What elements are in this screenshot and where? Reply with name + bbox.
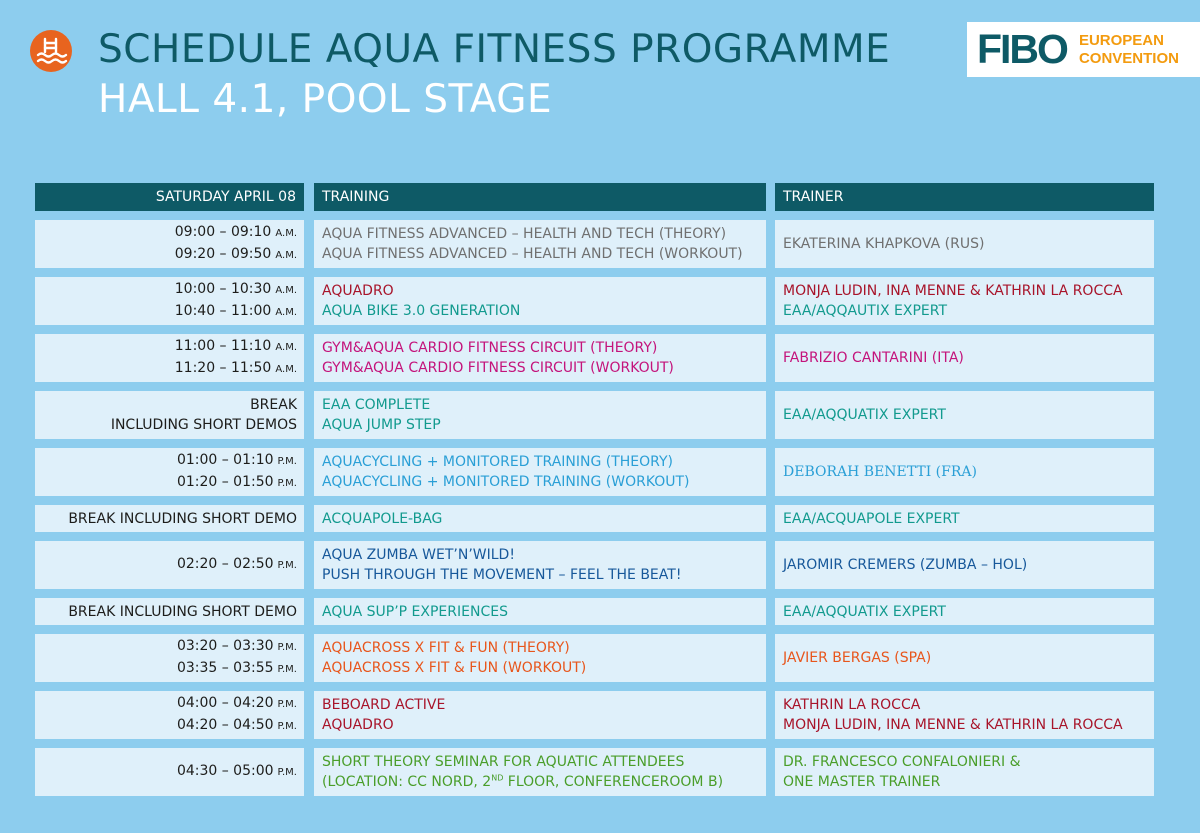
training-text: GYM&AQUA CARDIO FITNESS CIRCUIT (THEORY): [322, 340, 658, 356]
trainer-name: EAA/ACQUAPOLE EXPERT: [783, 510, 960, 527]
am-pm-label: A.M.: [275, 342, 297, 353]
trainer-name: EAA/AQQAUTIX EXPERT: [783, 303, 948, 319]
logo-wordmark: FIBO: [977, 26, 1067, 72]
training-text: AQUADRO: [322, 283, 394, 299]
time-range: BREAK: [250, 397, 297, 413]
time-range: 04:00 – 04:20: [176, 695, 274, 711]
time-range: 09:00 – 09:10: [174, 224, 272, 240]
am-pm-label: P.M.: [277, 478, 297, 489]
trainer-cell: [775, 448, 1154, 496]
training-title: [314, 772, 766, 792]
training-cell: [314, 391, 766, 439]
trainer-name: JAVIER BERGAS (SPA): [783, 650, 932, 666]
time-line: [177, 761, 304, 783]
time-range: 11:20 – 11:50: [174, 360, 272, 376]
time-range: 01:20 – 01:50: [176, 474, 274, 490]
training-title: [314, 301, 766, 321]
training-text-cont: FLOOR, CONFERENCEROOM B): [503, 774, 724, 790]
am-pm-label: A.M.: [275, 364, 297, 375]
trainer-cell: [775, 598, 1154, 625]
trainer-cell: [775, 334, 1154, 382]
time-range: 04:20 – 04:50: [176, 717, 274, 733]
time-line: [177, 658, 304, 680]
training-title: [314, 358, 766, 378]
trainer-name: DR. FRANCESCO CONFALONIERI &: [783, 754, 1021, 770]
training-cell: [314, 448, 766, 496]
am-pm-label: P.M.: [277, 664, 297, 675]
logo-line-1: EUROPEAN: [1078, 31, 1164, 49]
time-line: [111, 415, 304, 435]
training-text: (LOCATION: CC NORD, 2: [322, 774, 492, 790]
training-title: [314, 565, 766, 585]
time-cell: [35, 277, 304, 325]
training-title: [314, 338, 766, 358]
time-range: BREAK INCLUDING SHORT DEMO: [68, 510, 297, 527]
time-range: 03:35 – 03:55: [176, 660, 274, 676]
training-text: AQUACROSS X FIT & FUN (WORKOUT): [322, 660, 587, 676]
time-line: [175, 279, 304, 301]
training-title: [314, 244, 766, 264]
am-pm-label: P.M.: [277, 560, 297, 571]
time-line: [175, 301, 304, 323]
time-line: [177, 715, 304, 737]
column-header-date: [35, 183, 304, 211]
training-text: BEBOARD ACTIVE: [322, 697, 446, 713]
training-text: AQUACROSS X FIT & FUN (THEORY): [322, 640, 570, 656]
training-title: [314, 545, 766, 565]
time-cell: [35, 598, 304, 625]
am-pm-label: P.M.: [277, 642, 297, 653]
training-text: SHORT THEORY SEMINAR FOR AQUATIC ATTENDEES: [322, 754, 685, 770]
time-range: 01:00 – 01:10: [176, 452, 274, 468]
time-line: [68, 602, 304, 622]
time-range: 11:00 – 11:10: [174, 338, 272, 354]
time-cell: [35, 634, 304, 682]
page-subtitle: HALL 4.1, POOL STAGE: [98, 77, 553, 122]
training-text: AQUA FITNESS ADVANCED – HEALTH AND TECH (THEORY): [322, 226, 727, 242]
trainer-cell: [775, 220, 1154, 268]
am-pm-label: A.M.: [275, 228, 297, 239]
column-header-date-label: SATURDAY APRIL 08: [155, 189, 296, 205]
time-line: [175, 336, 304, 358]
time-range: 09:20 – 09:50: [174, 246, 272, 262]
time-cell: [35, 334, 304, 382]
training-text: ACQUAPOLE-BAG: [322, 510, 443, 527]
training-title: [314, 715, 766, 735]
training-title: [314, 472, 766, 492]
time-range: 02:20 – 02:50: [176, 556, 274, 572]
logo-subtext: [1079, 32, 1179, 68]
trainer-cell: [775, 541, 1154, 589]
column-header-trainer-label: TRAINER: [783, 189, 844, 205]
am-pm-label: P.M.: [277, 699, 297, 710]
training-text: AQUACYCLING + MONITORED TRAINING (THEORY): [322, 454, 674, 470]
training-title: [314, 224, 766, 244]
training-text: AQUA BIKE 3.0 GENERATION: [322, 303, 521, 319]
time-line: [177, 554, 304, 576]
column-header-training-label: TRAINING: [322, 189, 390, 205]
am-pm-label: A.M.: [275, 307, 297, 318]
time-cell: [35, 505, 304, 532]
am-pm-label: P.M.: [277, 721, 297, 732]
training-cell: [314, 334, 766, 382]
time-range: BREAK INCLUDING SHORT DEMO: [68, 603, 297, 620]
am-pm-label: A.M.: [275, 285, 297, 296]
time-range: 04:30 – 05:00: [176, 763, 274, 779]
trainer-name: JAROMIR CREMERS (ZUMBA – HOL): [783, 557, 1028, 573]
training-cell: [314, 598, 766, 625]
training-title: [314, 695, 766, 715]
trainer-cell: [775, 748, 1154, 796]
training-cell: [314, 634, 766, 682]
trainer-name: KATHRIN LA ROCCA: [783, 697, 921, 713]
training-text: AQUA ZUMBA WET’N’WILD!: [322, 547, 515, 563]
time-cell: [35, 391, 304, 439]
time-cell: [35, 691, 304, 739]
training-text: EAA COMPLETE: [322, 397, 431, 413]
training-title: [314, 281, 766, 301]
trainer-name: EKATERINA KHAPKOVA (RUS): [783, 236, 985, 252]
time-line: [175, 358, 304, 380]
trainer-name: ONE MASTER TRAINER: [783, 774, 941, 790]
time-range: INCLUDING SHORT DEMOS: [110, 417, 297, 433]
training-title: [314, 452, 766, 472]
time-line: [177, 472, 304, 494]
fibo-logo: [967, 22, 1200, 77]
training-title: [314, 415, 766, 435]
training-text: AQUADRO: [322, 717, 394, 733]
time-line: [68, 509, 304, 529]
training-title: [314, 395, 766, 415]
column-header-training: [314, 183, 766, 211]
trainer-cell: [775, 505, 1154, 532]
am-pm-label: P.M.: [277, 767, 297, 778]
training-title: [314, 752, 766, 772]
training-cell: [314, 691, 766, 739]
training-cell: [314, 277, 766, 325]
time-cell: [35, 448, 304, 496]
training-title: [314, 638, 766, 658]
time-line: [175, 222, 304, 244]
trainer-name: EAA/AQQUATIX EXPERT: [783, 407, 946, 423]
time-cell: [35, 541, 304, 589]
am-pm-label: P.M.: [277, 456, 297, 467]
time-line: [177, 693, 304, 715]
ordinal-superscript: ND: [491, 773, 504, 783]
trainer-name: MONJA LUDIN, INA MENNE & KATHRIN LA ROCCA: [783, 717, 1123, 733]
training-text: AQUA FITNESS ADVANCED – HEALTH AND TECH (WORKOUT): [322, 246, 743, 262]
time-range: 03:20 – 03:30: [176, 638, 274, 654]
training-text: AQUA JUMP STEP: [322, 417, 441, 433]
time-line: [175, 244, 304, 266]
column-header-trainer: [775, 183, 1154, 211]
training-text: AQUA SUP’P EXPERIENCES: [322, 603, 508, 620]
swimming-pool-icon: [30, 30, 72, 72]
training-text: GYM&AQUA CARDIO FITNESS CIRCUIT (WORKOUT): [322, 360, 674, 376]
training-cell: [314, 220, 766, 268]
am-pm-label: A.M.: [275, 250, 297, 261]
training-text: AQUACYCLING + MONITORED TRAINING (WORKOUT): [322, 474, 690, 490]
training-cell: [314, 505, 766, 532]
trainer-name: DEBORAH BENETTI (FRA): [783, 464, 977, 480]
time-cell: [35, 748, 304, 796]
trainer-name: MONJA LUDIN, INA MENNE & KATHRIN LA ROCCA: [783, 283, 1123, 299]
trainer-name: EAA/AQQUATIX EXPERT: [783, 603, 946, 620]
training-text: PUSH THROUGH THE MOVEMENT – FEEL THE BEAT!: [322, 567, 682, 583]
time-line: [177, 450, 304, 472]
time-line: [177, 636, 304, 658]
page-title: SCHEDULE AQUA FITNESS PROGRAMME: [98, 27, 891, 72]
trainer-cell: [775, 277, 1154, 325]
trainer-cell: [775, 634, 1154, 682]
training-title: [314, 509, 766, 529]
training-cell: [314, 541, 766, 589]
time-cell: [35, 220, 304, 268]
trainer-cell: [775, 391, 1154, 439]
training-title: [314, 602, 766, 622]
logo-line-2: CONVENTION: [1078, 49, 1179, 67]
time-range: 10:40 – 11:00: [174, 303, 272, 319]
trainer-cell: [775, 691, 1154, 739]
time-line: [250, 395, 304, 415]
training-cell: [314, 748, 766, 796]
trainer-name: FABRIZIO CANTARINI (ITA): [783, 350, 964, 366]
training-title: [314, 658, 766, 678]
time-range: 10:00 – 10:30: [174, 281, 272, 297]
